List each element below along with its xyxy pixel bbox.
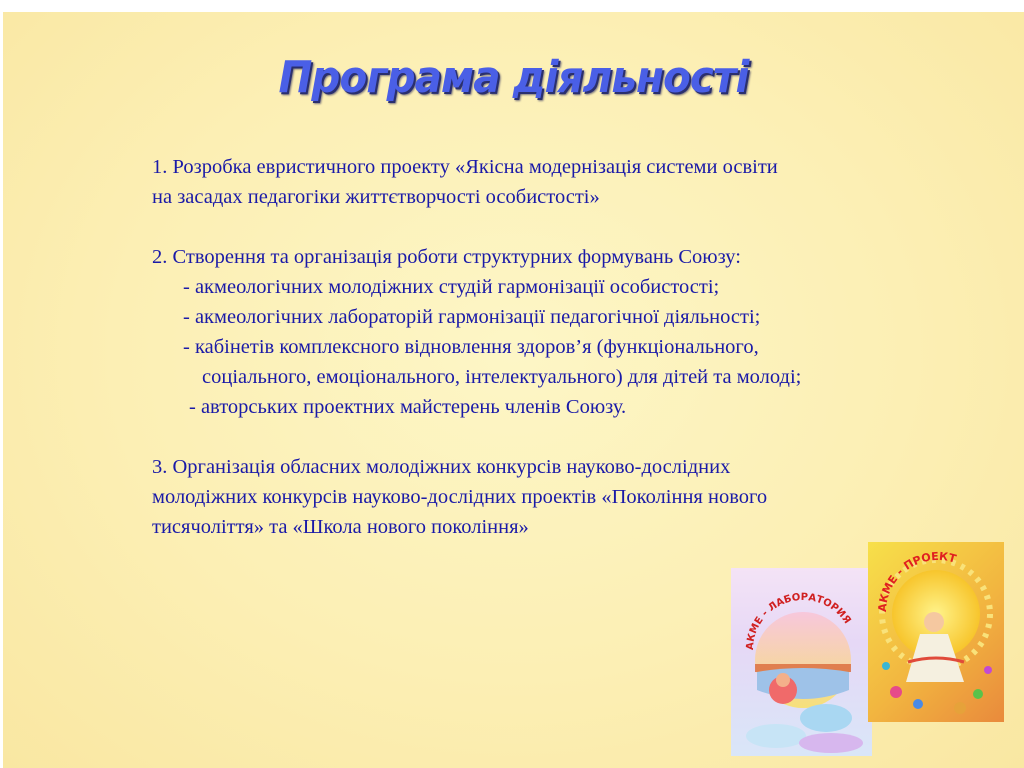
item-2-bullet-2: - акмеологічних лабораторій гармонізації педагогічної діяльності; [183, 306, 761, 328]
item-3-line-2: молодіжних конкурсів науково-дослідних проектів «Покоління нового [152, 486, 768, 508]
item-2-bullet-4: - авторських проектних майстерень членів Союзу. [189, 396, 627, 418]
slide-title: Програма діяльності [278, 52, 749, 103]
item-2-bullet-3-cont: соціального, емоціонального, інтелектуального) для дітей та молоді; [202, 366, 802, 388]
item-1-line-2: на засадах педагогіки життєтворчості особистості» [152, 186, 600, 208]
item-1-line-1: 1. Розробка евристичного проекту «Якісна модернізація системи освіти [152, 156, 778, 178]
akme-cover-title: АКМЕ - ПРОЕКТ [875, 549, 958, 613]
item-2-bullet-3: - кабінетів комплексного відновлення здоров’я (функціонального, [183, 336, 759, 358]
item-3-line-3: тисячоліття» та «Школа нового покоління» [152, 516, 529, 538]
item-2-line-1: 2. Створення та організація роботи структурних формувань Союзу: [152, 246, 741, 268]
lab-cover-title: АКМЕ - ЛАБОРАТОРИЯ [744, 591, 853, 651]
item-2-bullet-1: - акмеологічних молодіжних студій гармонізації особистості; [183, 276, 720, 298]
akme-project-cover-image [868, 542, 1004, 722]
program-text [152, 152, 972, 542]
akme-laboratory-cover-image [731, 568, 872, 756]
item-3-line-1: 3. Організація обласних молодіжних конкурсів науково-дослідних [152, 456, 731, 478]
